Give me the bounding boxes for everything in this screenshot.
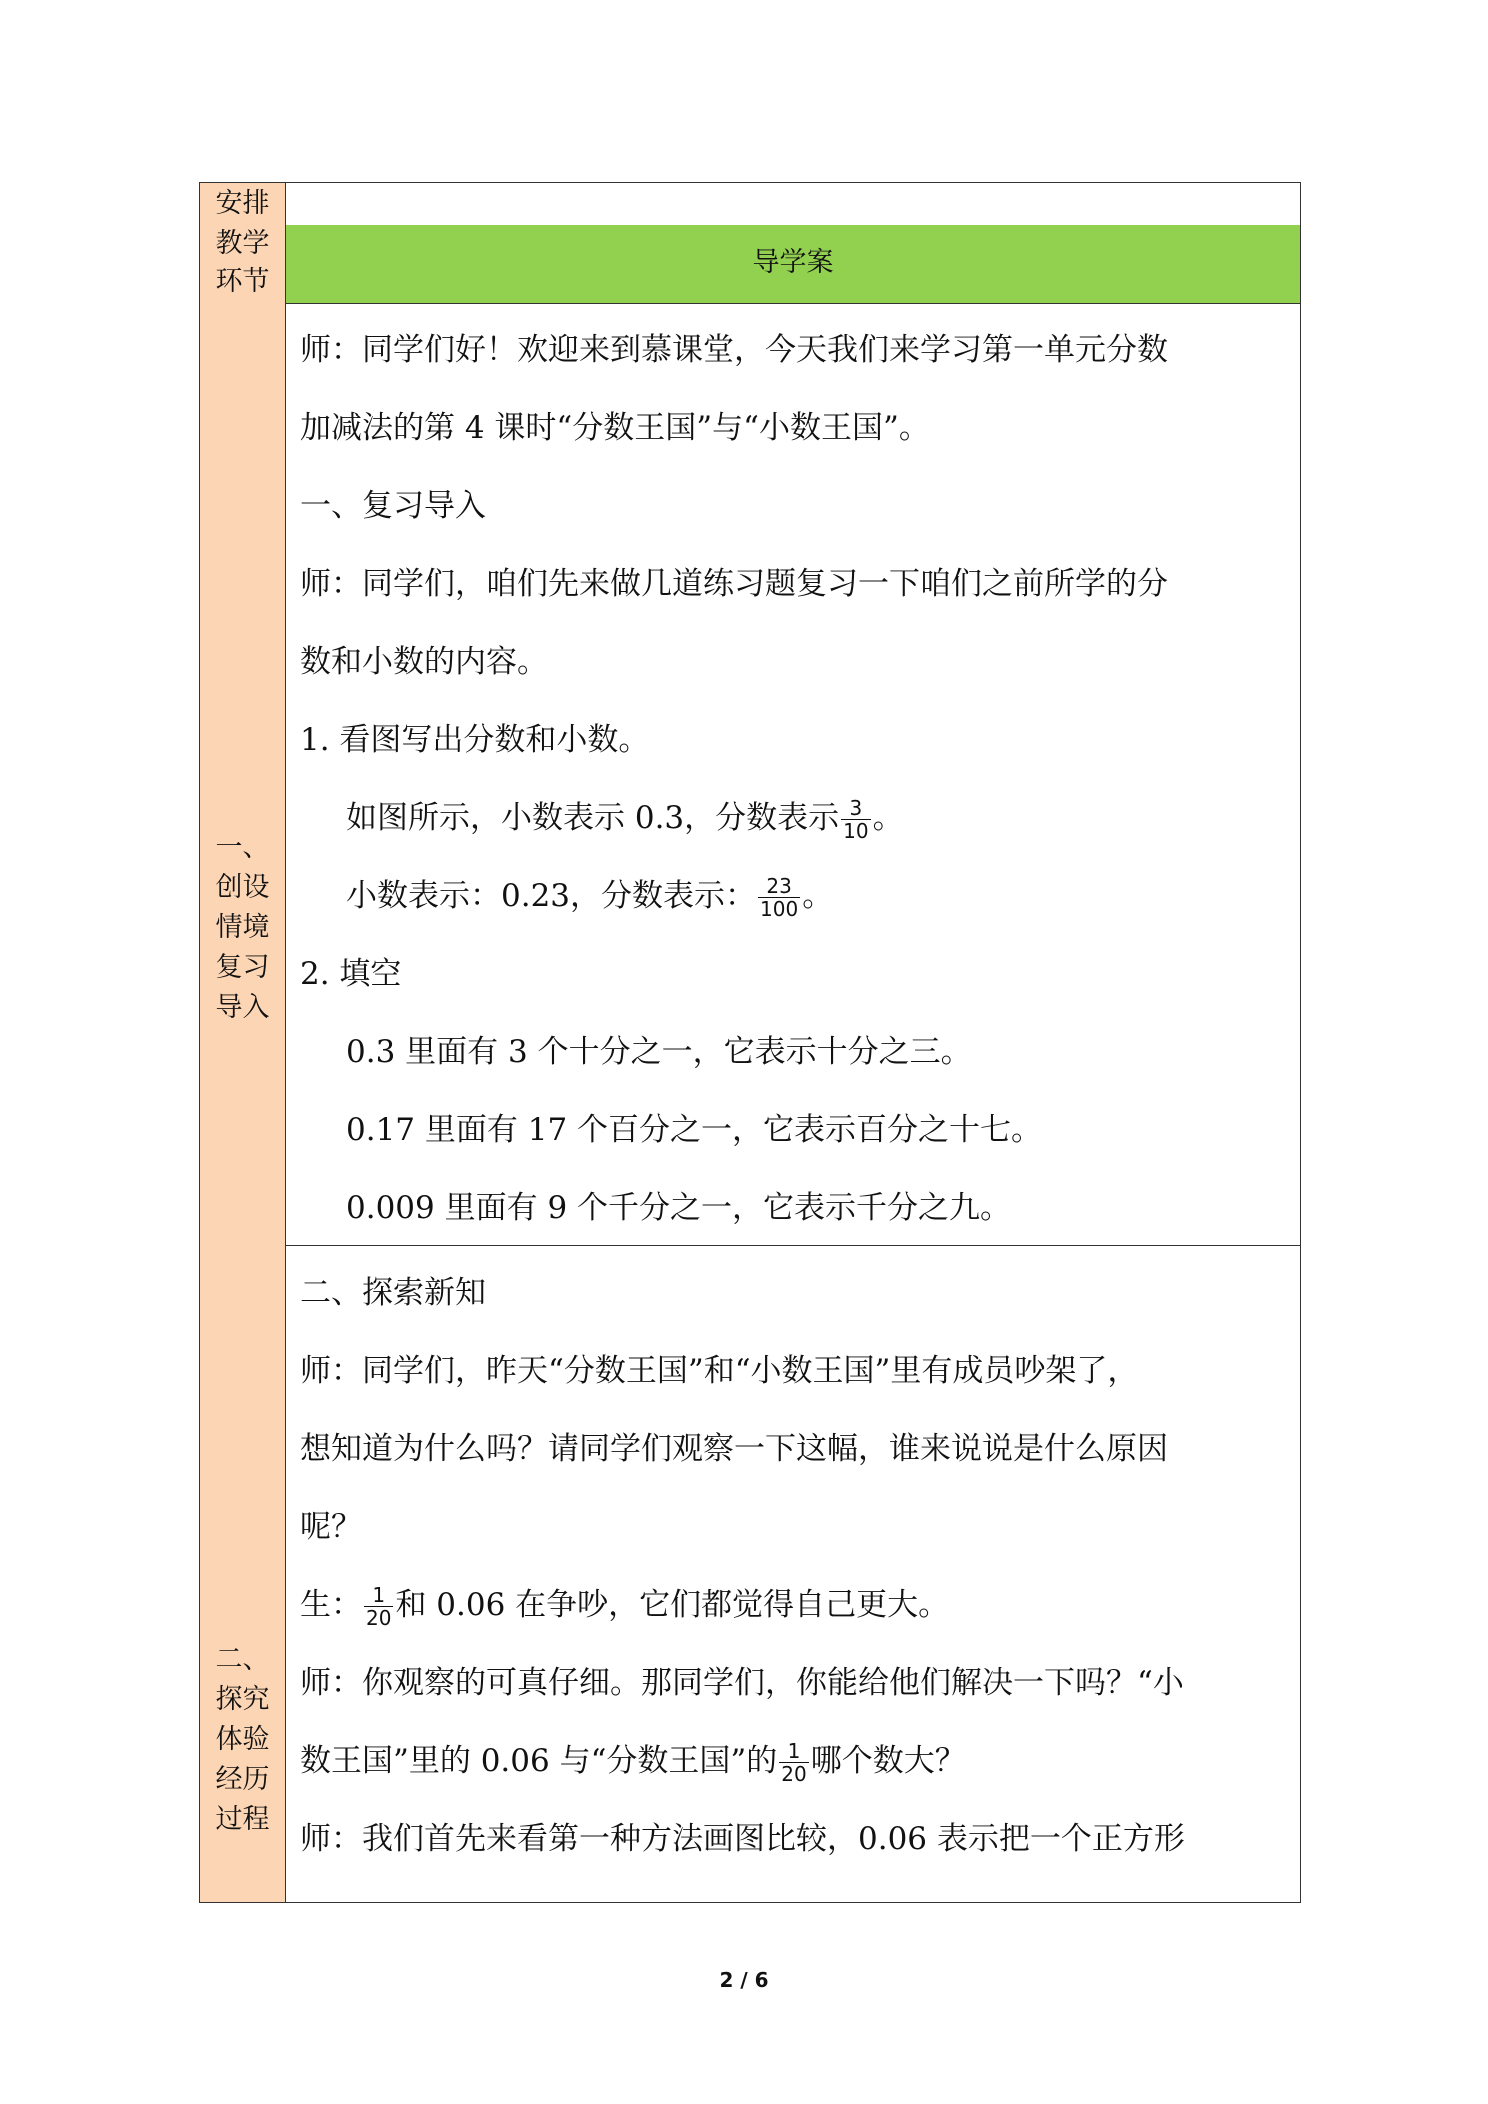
header-title-cell (286, 225, 1300, 303)
teacher-q2-fraction-den: 20 (781, 1762, 807, 1786)
section1-label-5: 导入 (215, 992, 270, 1023)
fig2-fraction-num: 23 (758, 875, 800, 898)
teacher-q2-fraction-num: 1 (779, 1740, 808, 1763)
fig2-text: 小数表示：0.23，分数表示： (346, 878, 757, 914)
section2-label-4: 经历 (215, 1764, 270, 1795)
section1-content-cell (286, 303, 1300, 1245)
section1-label-cell (200, 303, 286, 1245)
teacher-q2-post: 哪个数大？ (810, 1743, 966, 1779)
section1-line-0: 师：同学们好！欢迎来到慕课堂，今天我们来学习第一单元分数 (300, 332, 1168, 368)
section2-student-line (300, 1566, 1288, 1644)
section1-fill-title: 2. 填空 (300, 956, 402, 992)
fig2-fraction-den: 100 (760, 897, 799, 921)
lesson-table (199, 182, 1301, 1903)
student-fraction-den: 20 (366, 1606, 392, 1630)
section2-line-1: 师：同学们，昨天“分数王国”和“小数王国”里有成员吵架了， (300, 1353, 1139, 1389)
header-label-cell (200, 225, 286, 303)
section1-label-2: 情境 (215, 912, 270, 943)
section1-line-1: 加减法的第 4 课时“分数王国”与“小数王国”。 (300, 410, 930, 446)
section2-label-2: 体验 (215, 1724, 270, 1755)
section2-teacher-q2 (300, 1722, 1288, 1800)
row-anpai-label-cell (200, 183, 286, 225)
section1-label-4: 复习 (215, 952, 270, 983)
header-title: 导学案 (752, 247, 834, 278)
section1-label-1: 创设 (215, 872, 270, 903)
section1-line-5: 1. 看图写出分数和小数。 (300, 722, 650, 758)
section2-label-0: 二、 (215, 1644, 270, 1675)
student-pre: 生： (300, 1587, 362, 1623)
teacher-q2-pre: 数王国”里的 0.06 与“分数王国”的 (300, 1743, 778, 1779)
section1-figure-line-1 (300, 779, 1288, 857)
student-fraction-num: 1 (364, 1584, 393, 1607)
section2-label-5: 过程 (215, 1804, 270, 1835)
fig1-fraction-den: 10 (843, 819, 869, 843)
section1-line-2: 一、复习导入 (300, 488, 486, 524)
header-label-line1: 教学 (215, 228, 270, 259)
section2-line-0: 二、探索新知 (300, 1275, 486, 1311)
row-anpai-content-cell (286, 183, 1300, 225)
section1-line-3: 师：同学们，咱们先来做几道练习题复习一下咱们之前所学的分 (300, 566, 1168, 602)
row-anpai-label: 安排 (215, 188, 270, 219)
section1-figure-line-2 (300, 857, 1288, 935)
student-post: 和 0.06 在争吵，它们都觉得自己更大。 (395, 1587, 950, 1623)
section1-fill-item-1: 0.17 里面有 17 个百分之一，它表示百分之十七。 (346, 1112, 1043, 1148)
fig2-tail: 。 (802, 878, 834, 914)
section1-fill-item-2: 0.009 里面有 9 个千分之一，它表示千分之九。 (346, 1190, 1012, 1226)
section1-fill-item-0: 0.3 里面有 3 个十分之一，它表示十分之三。 (346, 1034, 972, 1070)
fig1-tail: 。 (872, 800, 904, 836)
section1-label-0: 一、 (215, 832, 270, 863)
student-fraction (364, 1584, 393, 1629)
header-label-line2: 环节 (215, 266, 270, 297)
teacher-q2-fraction (779, 1740, 808, 1785)
fig1-text: 如图所示，小数表示 0.3，分数表示 (346, 800, 840, 836)
section2-line-3: 呢？ (300, 1509, 362, 1545)
fig1-fraction-num: 3 (841, 797, 870, 820)
section2-last-line: 师：我们首先来看第一种方法画图比较，0.06 表示把一个正方形 (300, 1821, 1185, 1857)
section2-content-cell (286, 1245, 1300, 1902)
section2-line-2: 想知道为什么吗？请同学们观察一下这幅，谁来说说是什么原因 (300, 1431, 1168, 1467)
fig1-fraction (841, 797, 870, 842)
page-number: 2 / 6 (719, 1968, 769, 1992)
section2-label-1: 探究 (215, 1684, 270, 1715)
fig2-fraction (758, 875, 800, 920)
section2-teacher-q1: 师：你观察的可真仔细。那同学们，你能给他们解决一下吗？“小 (300, 1665, 1184, 1701)
section2-label-cell (200, 1245, 286, 1902)
section1-line-4: 数和小数的内容。 (300, 644, 548, 680)
